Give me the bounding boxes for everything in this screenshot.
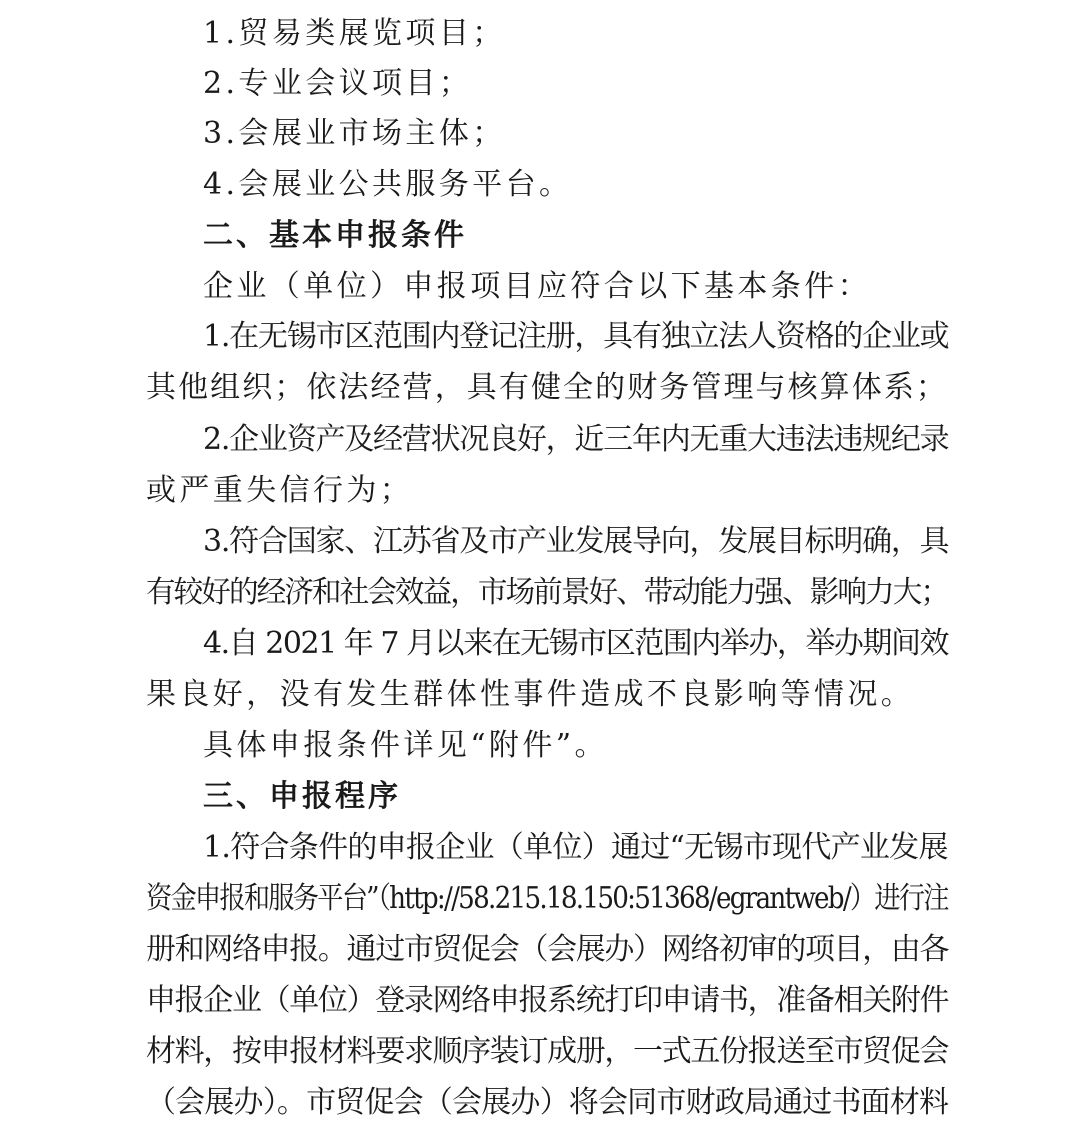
paragraph-line: 资金申报和服务平台”（http://58.215.18.150:51368/egrantweb/）进行注 xyxy=(146,881,948,916)
paragraph-line: 3.符合国家、江苏省及市产业发展导向，发展目标明确，具 xyxy=(203,524,949,559)
paragraph-line: 果良好，没有发生群体性事件造成不良影响等情况。 xyxy=(146,677,915,712)
paragraph-line: 其他组织；依法经营，具有健全的财务管理与核算体系； xyxy=(146,370,948,405)
paragraph-line: 1.在无锡市区范围内登记注册，具有独立法人资格的企业或 xyxy=(203,319,949,354)
paragraph-line: 册和网络申报。通过市贸促会（会展办）网络初审的项目，由各 xyxy=(146,932,949,967)
list-item: 3.会展业市场主体； xyxy=(203,116,506,151)
paragraph-line: 企业（单位）申报项目应符合以下基本条件： xyxy=(203,269,871,304)
paragraph-line: 申报企业（单位）登录网络申报系统打印申请书，准备相关附件 xyxy=(146,983,949,1018)
paragraph-line: 材料，按申报材料要求顺序装订成册，一式五份报送至市贸促会 xyxy=(146,1034,949,1069)
list-item: 4.会展业公共服务平台。 xyxy=(203,167,573,202)
paragraph-line: 4.自 2021 年 7 月以来在无锡市区范围内举办，举办期间效 xyxy=(203,626,949,661)
paragraph-line: （会展办）。市贸促会（会展办）将会同市财政局通过书面材料 xyxy=(146,1085,949,1120)
section-heading: 二、基本申报条件 xyxy=(203,218,467,253)
paragraph-line: 具体申报条件详见“附件”。 xyxy=(203,728,608,763)
paragraph-line: 2.企业资产及经营状况良好，近三年内无重大违法违规纪录 xyxy=(203,422,949,457)
section-heading: 三、申报程序 xyxy=(203,779,401,814)
list-item: 1.贸易类展览项目； xyxy=(203,16,506,51)
paragraph-line: 或严重失信行为； xyxy=(146,473,414,508)
paragraph-line: 1.符合条件的申报企业（单位）通过“无锡市现代产业发展 xyxy=(203,830,948,865)
paragraph-line: 有较好的经济和社会效益，市场前景好、带动能力强、影响力大； xyxy=(146,575,948,610)
list-item: 2.专业会议项目； xyxy=(203,66,473,101)
